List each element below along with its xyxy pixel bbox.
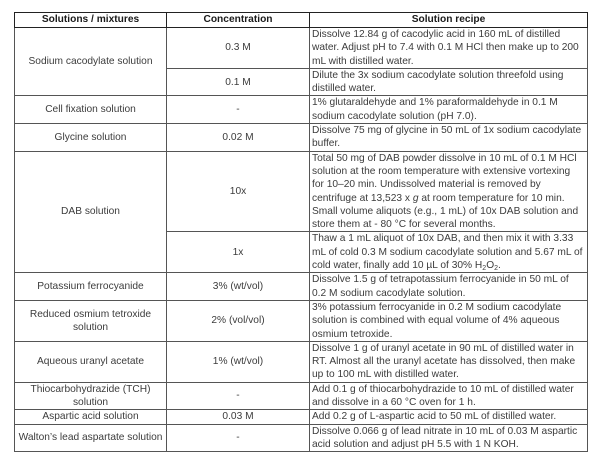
- table-row: [15, 424, 588, 452]
- concentration: -: [167, 424, 310, 452]
- recipe-italic-g: g: [412, 192, 419, 204]
- recipe: Add 0.1 g of thiocarbohydrazide to 10 mL of distilled water and dissolve in a 60 °C oven for 1 h.: [310, 382, 588, 410]
- concentration: 0.02 M: [167, 124, 310, 152]
- solution-name: Walton’s lead aspartate solution: [15, 424, 167, 452]
- recipe: Dissolve 1.5 g of tetrapotassium ferrocyanide in 50 mL of 0.2 M sodium cacodylate solution.: [310, 273, 588, 301]
- solution-name: Reduced osmium tetroxide solution: [15, 300, 167, 341]
- table-row: [15, 382, 588, 410]
- table-row: [15, 341, 588, 382]
- recipe: Dissolve 75 mg of glycine in 50 mL of 1x sodium cacodylate buffer.: [310, 124, 588, 152]
- concentration: 10x: [167, 151, 310, 232]
- concentration: 1x: [167, 232, 310, 273]
- concentration: 2% (vol/vol): [167, 300, 310, 341]
- solution-name: Glycine solution: [15, 124, 167, 152]
- solution-recipes-table: [14, 12, 588, 452]
- solution-name: DAB solution: [15, 151, 167, 273]
- subscript: 2: [494, 265, 499, 273]
- recipe-text: Thaw a 1 mL aliquot of 10x DAB, and then mix it with 3.33 mL of cold 0.3 M sodium cacodylate solution and 5.67 mL of cold water, finally add 10 µL of 30% H: [312, 233, 583, 272]
- concentration: 0.3 M: [167, 28, 310, 69]
- table-row: [15, 96, 588, 124]
- table-row: [15, 273, 588, 301]
- table-row: [15, 28, 588, 69]
- header-solutions: Solutions / mixtures: [15, 13, 167, 28]
- table-row: [15, 300, 588, 341]
- header-recipe: Solution recipe: [310, 13, 588, 28]
- recipe: [310, 232, 588, 273]
- concentration: 1% (wt/vol): [167, 341, 310, 382]
- concentration: -: [167, 96, 310, 124]
- recipe-text: Total 50 mg of DAB powder dissolve in 10 mL of 0.1 M HCl solution at the room temperature with extensive vortexing for 10–20 min. Undissolved material is removed by centrifuge at 13,523 x: [312, 152, 577, 204]
- recipe: 1% glutaraldehyde and 1% paraformaldehyde in 0.1 M sodium cacodylate solution (pH 7.0).: [310, 96, 588, 124]
- table-row: [15, 151, 588, 232]
- table-row: [15, 410, 588, 424]
- recipe-text: .: [498, 260, 501, 272]
- recipe: Dilute the 3x sodium cacodylate solution threefold using distilled water.: [310, 68, 588, 96]
- solution-name: Aqueous uranyl acetate: [15, 341, 167, 382]
- recipe: Add 0.2 g of L-aspartic acid to 50 mL of distilled water.: [310, 410, 588, 424]
- concentration: -: [167, 382, 310, 410]
- recipe: Dissolve 12.84 g of cacodylic acid in 160 mL of distilled water. Adjust pH to 7.4 with 0.1 M HCl then make up to 200 mL with distilled water.: [310, 28, 588, 69]
- recipe-text: O: [486, 260, 495, 272]
- solution-name: Potassium ferrocyanide: [15, 273, 167, 301]
- concentration: 0.1 M: [167, 68, 310, 96]
- table-row: [15, 124, 588, 152]
- concentration: 3% (wt/vol): [167, 273, 310, 301]
- recipe: 3% potassium ferrocyanide in 0.2 M sodium cacodylate solution is combined with equal volume of 4% aqueous osmium tetroxide.: [310, 300, 588, 341]
- solution-name: Cell fixation solution: [15, 96, 167, 124]
- recipe: [310, 151, 588, 232]
- recipe: Dissolve 1 g of uranyl acetate in 90 mL of distilled water in RT. Almost all the uranyl acetate has dissolved, then make up to 100 mL with distilled water.: [310, 341, 588, 382]
- header-concentration: Concentration: [167, 13, 310, 28]
- header-row: [15, 13, 588, 28]
- solution-name: Sodium cacodylate solution: [15, 28, 167, 96]
- recipe-text: at room temperature for 10 min. Small volume aliquots (e.g., 1 mL) of 10x DAB solution and store them at - 80 °C for several months.: [312, 192, 579, 231]
- subscript: 2: [482, 265, 487, 273]
- concentration: 0.03 M: [167, 410, 310, 424]
- recipe: Dissolve 0.066 g of lead nitrate in 10 mL of 0.03 M aspartic acid solution and adjust pH 5.5 with 1 N KOH.: [310, 424, 588, 452]
- solution-name: Thiocarbohydrazide (TCH) solution: [15, 382, 167, 410]
- solution-name: Aspartic acid solution: [15, 410, 167, 424]
